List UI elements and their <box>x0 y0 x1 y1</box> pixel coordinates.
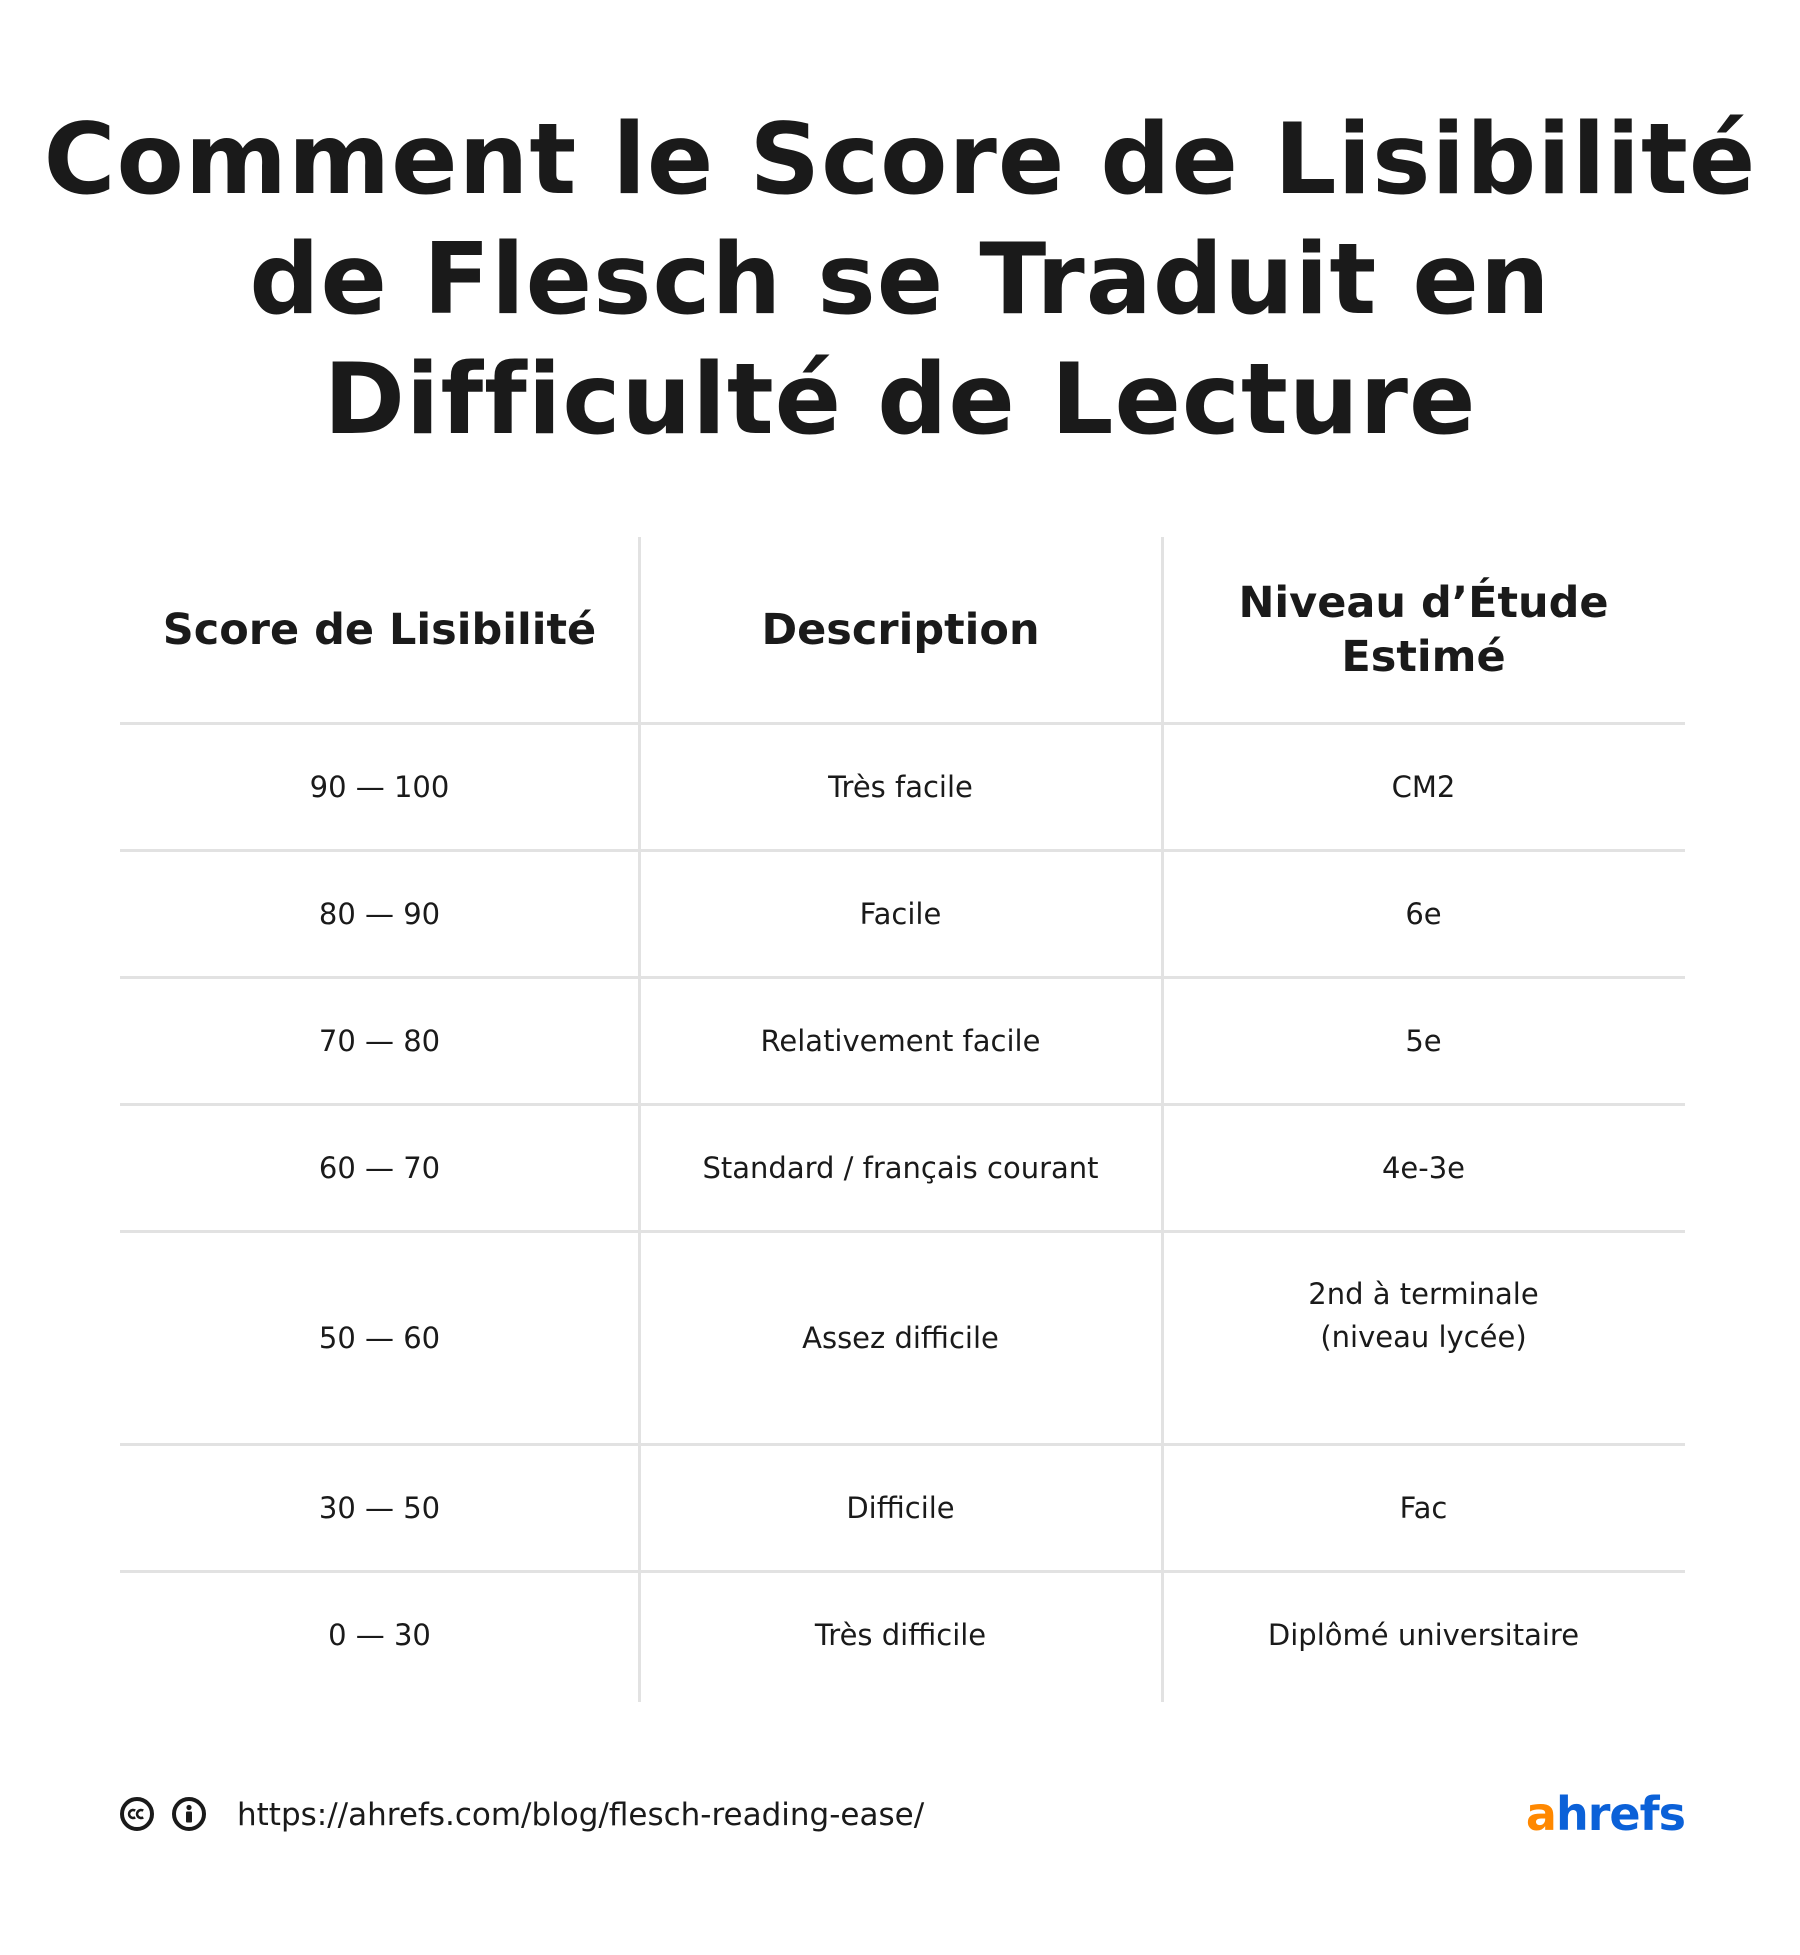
level-cell: Fac <box>1399 1490 1448 1525</box>
table-row <box>120 1233 1685 1446</box>
score-cell: 60 — 70 <box>318 1150 441 1185</box>
title-line: Difficulté de Lecture <box>323 343 1477 457</box>
description-cell: Très difficile <box>814 1617 987 1652</box>
table-row <box>120 852 1685 979</box>
readability-table <box>120 537 1685 1697</box>
score-cell: 50 — 60 <box>318 1320 441 1355</box>
footer <box>120 1787 1685 1843</box>
table-row <box>120 725 1685 852</box>
level-cell: 2nd à terminale (niveau lycée) <box>1308 1277 1539 1354</box>
description-cell: Difficile <box>846 1490 955 1525</box>
table-header-row <box>120 537 1685 725</box>
header-score: Score de Lisibilité <box>162 604 597 655</box>
table-row <box>120 1446 1685 1573</box>
score-cell: 70 — 80 <box>318 1023 441 1058</box>
level-cell: CM2 <box>1391 769 1456 804</box>
page-title <box>0 100 1800 460</box>
header-description: Description <box>761 604 1040 655</box>
level-cell: 5e <box>1405 1023 1442 1058</box>
table-row <box>120 1573 1685 1697</box>
level-cell: 4e-3e <box>1381 1150 1466 1185</box>
level-cell: 6e <box>1405 896 1442 931</box>
header-level: Niveau d’Étude Estimé <box>1238 577 1609 682</box>
description-cell: Très facile <box>828 769 973 804</box>
description-cell: Assez difficile <box>802 1320 999 1355</box>
description-cell: Relativement facile <box>760 1023 1041 1058</box>
score-cell: 30 — 50 <box>318 1490 441 1525</box>
description-cell: Facile <box>859 896 942 931</box>
source-url[interactable]: https://ahrefs.com/blog/flesch-reading-ease/ <box>237 1797 925 1833</box>
table-row <box>120 979 1685 1106</box>
creative-commons-icon <box>120 1797 154 1831</box>
title-line: Comment le Score de Lisibilité <box>43 103 1757 217</box>
ahrefs-logo: ahrefs <box>1525 1787 1685 1841</box>
score-cell: 90 — 100 <box>309 769 450 804</box>
score-cell: 80 — 90 <box>318 896 441 931</box>
score-cell: 0 — 30 <box>328 1617 431 1652</box>
title-line: de Flesch se Traduit en <box>249 223 1551 337</box>
level-cell: Diplômé universitaire <box>1267 1617 1580 1652</box>
table-row <box>120 1106 1685 1233</box>
attribution-icon <box>172 1797 206 1831</box>
description-cell: Standard / français courant <box>702 1150 1099 1185</box>
